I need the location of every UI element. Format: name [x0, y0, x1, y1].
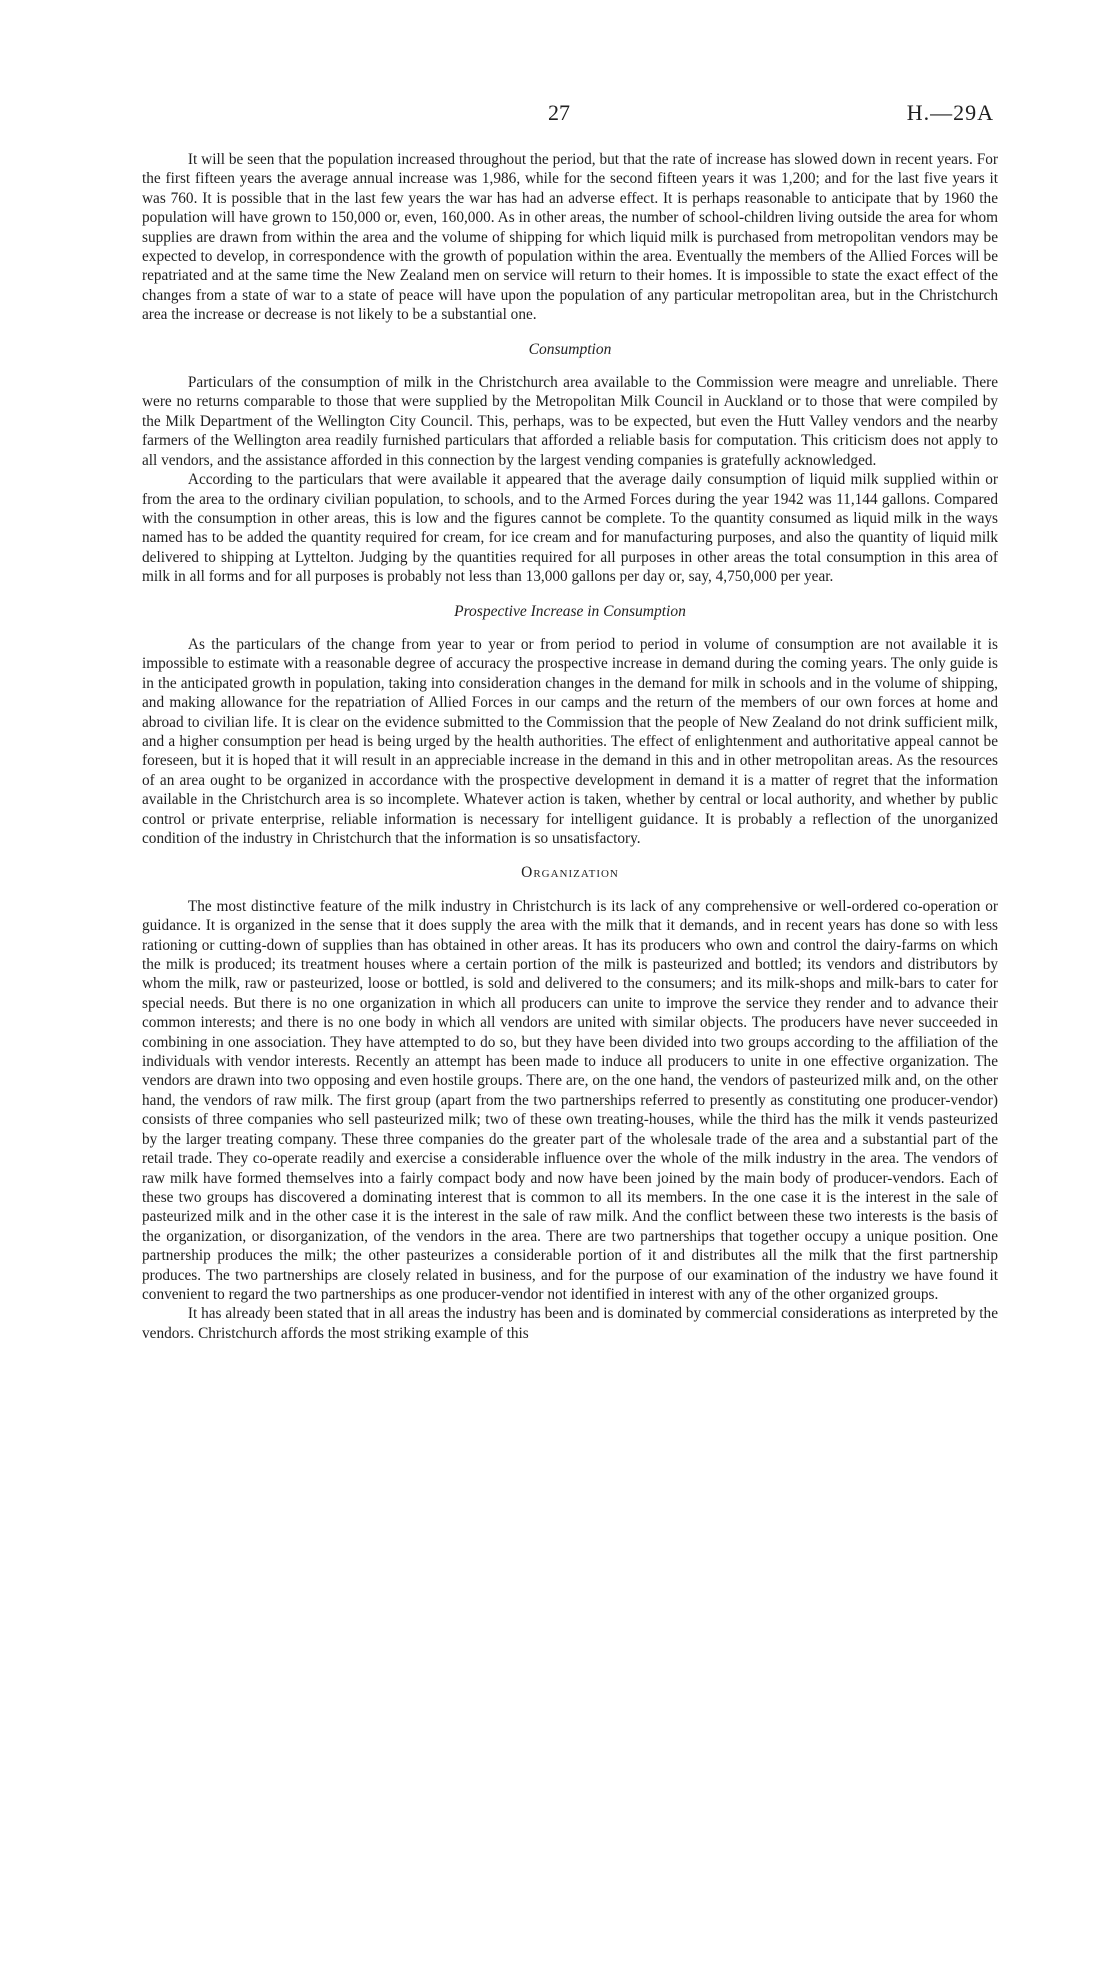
body-text [142, 150, 998, 1343]
page-header [0, 100, 1114, 134]
organization-paragraph-2: It has already been stated that in all areas the industry has been and is dominated by commercial considerations as interpreted by the vendors. Christchurch affords the most striking example of this [142, 1305, 998, 1342]
prospective-increase-paragraph: As the particulars of the change from year to year or from period to period in volume of consumption are not available it is impossible to estimate with a reasonable degree of accuracy the prospective increase in demand during the coming years. The only guide is in the anticipated growth in population, taking into consideration changes in the demand for milk in schools and in the volume of shipping, and making allowance for the repatriation of Allied Forces in our camps and the return of the members of our own forces at home and abroad to civilian life. It is clear on the evidence submitted to the Commission that the people of New Zealand do not drink sufficient milk, and a higher consumption per head is being urged by the health authorities. The effect of enlightenment and authoritative appeal cannot be foreseen, but it is hoped that it will result in an appreciable increase in the demand in this and in other metropolitan areas. As the resources of an area ought to be organized in accordance with the prospective development in demand it is a matter of regret that the information available in the Christchurch area is so incomplete. Whatever action is taken, whether by central or local authority, and whether by public control or private enterprise, reliable information is necessary for intelligent guidance. It is probably a reflection of the unorganized condition of the industry in Christchurch that the information is so unsatisfactory. [142, 635, 998, 847]
prospective-increase-heading: Prospective Increase in Consumption [454, 602, 686, 620]
consumption-heading: Consumption [528, 340, 612, 358]
organization-heading: Organization [521, 864, 619, 882]
intro-paragraph: It will be seen that the population increased throughout the period, but that the rate of increase has slowed down in recent years. For the first fifteen years the average annual increase was 1,986, while for the second fifteen years it was 1,200; and for the last five years it was 760. It is possible that in the last few years the war has had an adverse effect. It is perhaps reasonable to anticipate that by 1960 the population will have grown to 150,000 or, even, 160,000. As in other areas, the number of school-children living outside the area for whom supplies are drawn from within the area and the volume of shipping for which liquid milk is purchased from metropolitan vendors may be expected to develop, in correspondence with the growth of population within the area. Eventually the members of the Allied Forces will be repatriated and at the same time the New Zealand men on service will return to their homes. It is impossible to state the exact effect of the changes from a state of war to a state of peace will have upon the population of any particular metropolitan area, but in the Christchurch area the increase or decrease is not likely to be a substantial one. [142, 151, 998, 324]
document-reference: H.—29A [906, 100, 994, 125]
page-number: 27 [548, 100, 570, 125]
organization-paragraph-1: The most distinctive feature of the milk industry in Christchurch is its lack of any comprehensive or well-ordered co-operation or guidance. It is organized in the sense that it does supply the area with the milk that it demands, and in recent years has done so with less rationing or cutting-down of supplies than has obtained in other areas. It has its producers who own and control the dairy-farms on which the milk is produced; its treatment houses where a certain portion of the milk is pasteurized and bottled; its vendors and distributors by whom the milk, raw or pasteurized, loose or bottled, is sold and delivered to the consumers; and its milk-shops and milk-bars to cater for special needs. But there is no one organization in which all producers can unite to improve the service they render and to advance their common interests; and there is no one body in which all vendors are united with similar objects. The producers have never succeeded in combining in one association. They have attempted to do so, but they have been divided into two groups according to the affiliation of the individuals with vendor interests. Recently an attempt has been made to induce all producers to unite in one effective organization. The vendors are drawn into two opposing and even hostile groups. There are, on the one hand, the vendors of pasteurized milk and, on the other hand, the vendors of raw milk. The first group (apart from the two partnerships referred to presently as constituting one producer-vendor) consists of three companies who sell pasteurized milk; two of these own treating-houses, while the third has the milk it vends pasteurized by the larger treating company. These three companies do the greater part of the wholesale trade of the area and a substantial part of the retail trade. They co-operate readily and exercise a considerable influence over the whole of the milk industry in the area. The vendors of raw milk have formed themselves into a fairly compact body and now have been joined by the main body of producer-vendors. Each of these two groups has discovered a dominating interest that is common to all its members. In the one case it is the interest in the sale of pasteurized milk and in the other case it is the interest in the sale of raw milk. And the conflict between these two interests is the basis of the organization, or disorganization, of the vendors in the area. There are two partnerships that together occupy a unique position. One partnership produces the milk; the other pasteurizes a considerable portion of it and distributes all the milk that the first partnership produces. The two partnerships are closely related in business, and for the purpose of our examination of the industry we have found it convenient to regard the two partnerships as one producer-vendor not identified in interest with any of the other organized groups. [142, 897, 998, 1303]
consumption-paragraph-2: According to the particulars that were available it appeared that the average daily consumption of liquid milk supplied within or from the area to the ordinary civilian population, to schools, and to the Armed Forces during the year 1942 was 11,144 gallons. Compared with the consumption in other areas, this is low and the figures cannot be complete. To the quantity consumed as liquid milk in the ways named has to be added the quantity required for cream, for ice cream and for manufacturing purposes, and also the quantity of liquid milk delivered to shipping at Lyttelton. Judging by the quantities required for all purposes in other areas the total consumption in this area of milk in all forms and for all purposes is probably not less than 13,000 gallons per day or, say, 4,750,000 per year. [142, 471, 998, 586]
consumption-paragraph-1: Particulars of the consumption of milk in the Christchurch area available to the Commission were meagre and unreliable. There were no returns comparable to those that were supplied by the Metropolitan Milk Council in Auckland or to those that were compiled by the Milk Department of the Wellington City Council. This, perhaps, was to be expected, but even the Hutt Valley vendors and the nearby farmers of the Wellington area readily furnished particulars that afforded a reliable basis for computation. This criticism does not apply to all vendors, and the assistance afforded in this connection by the largest vending companies is gratefully acknowledged. [142, 374, 998, 469]
